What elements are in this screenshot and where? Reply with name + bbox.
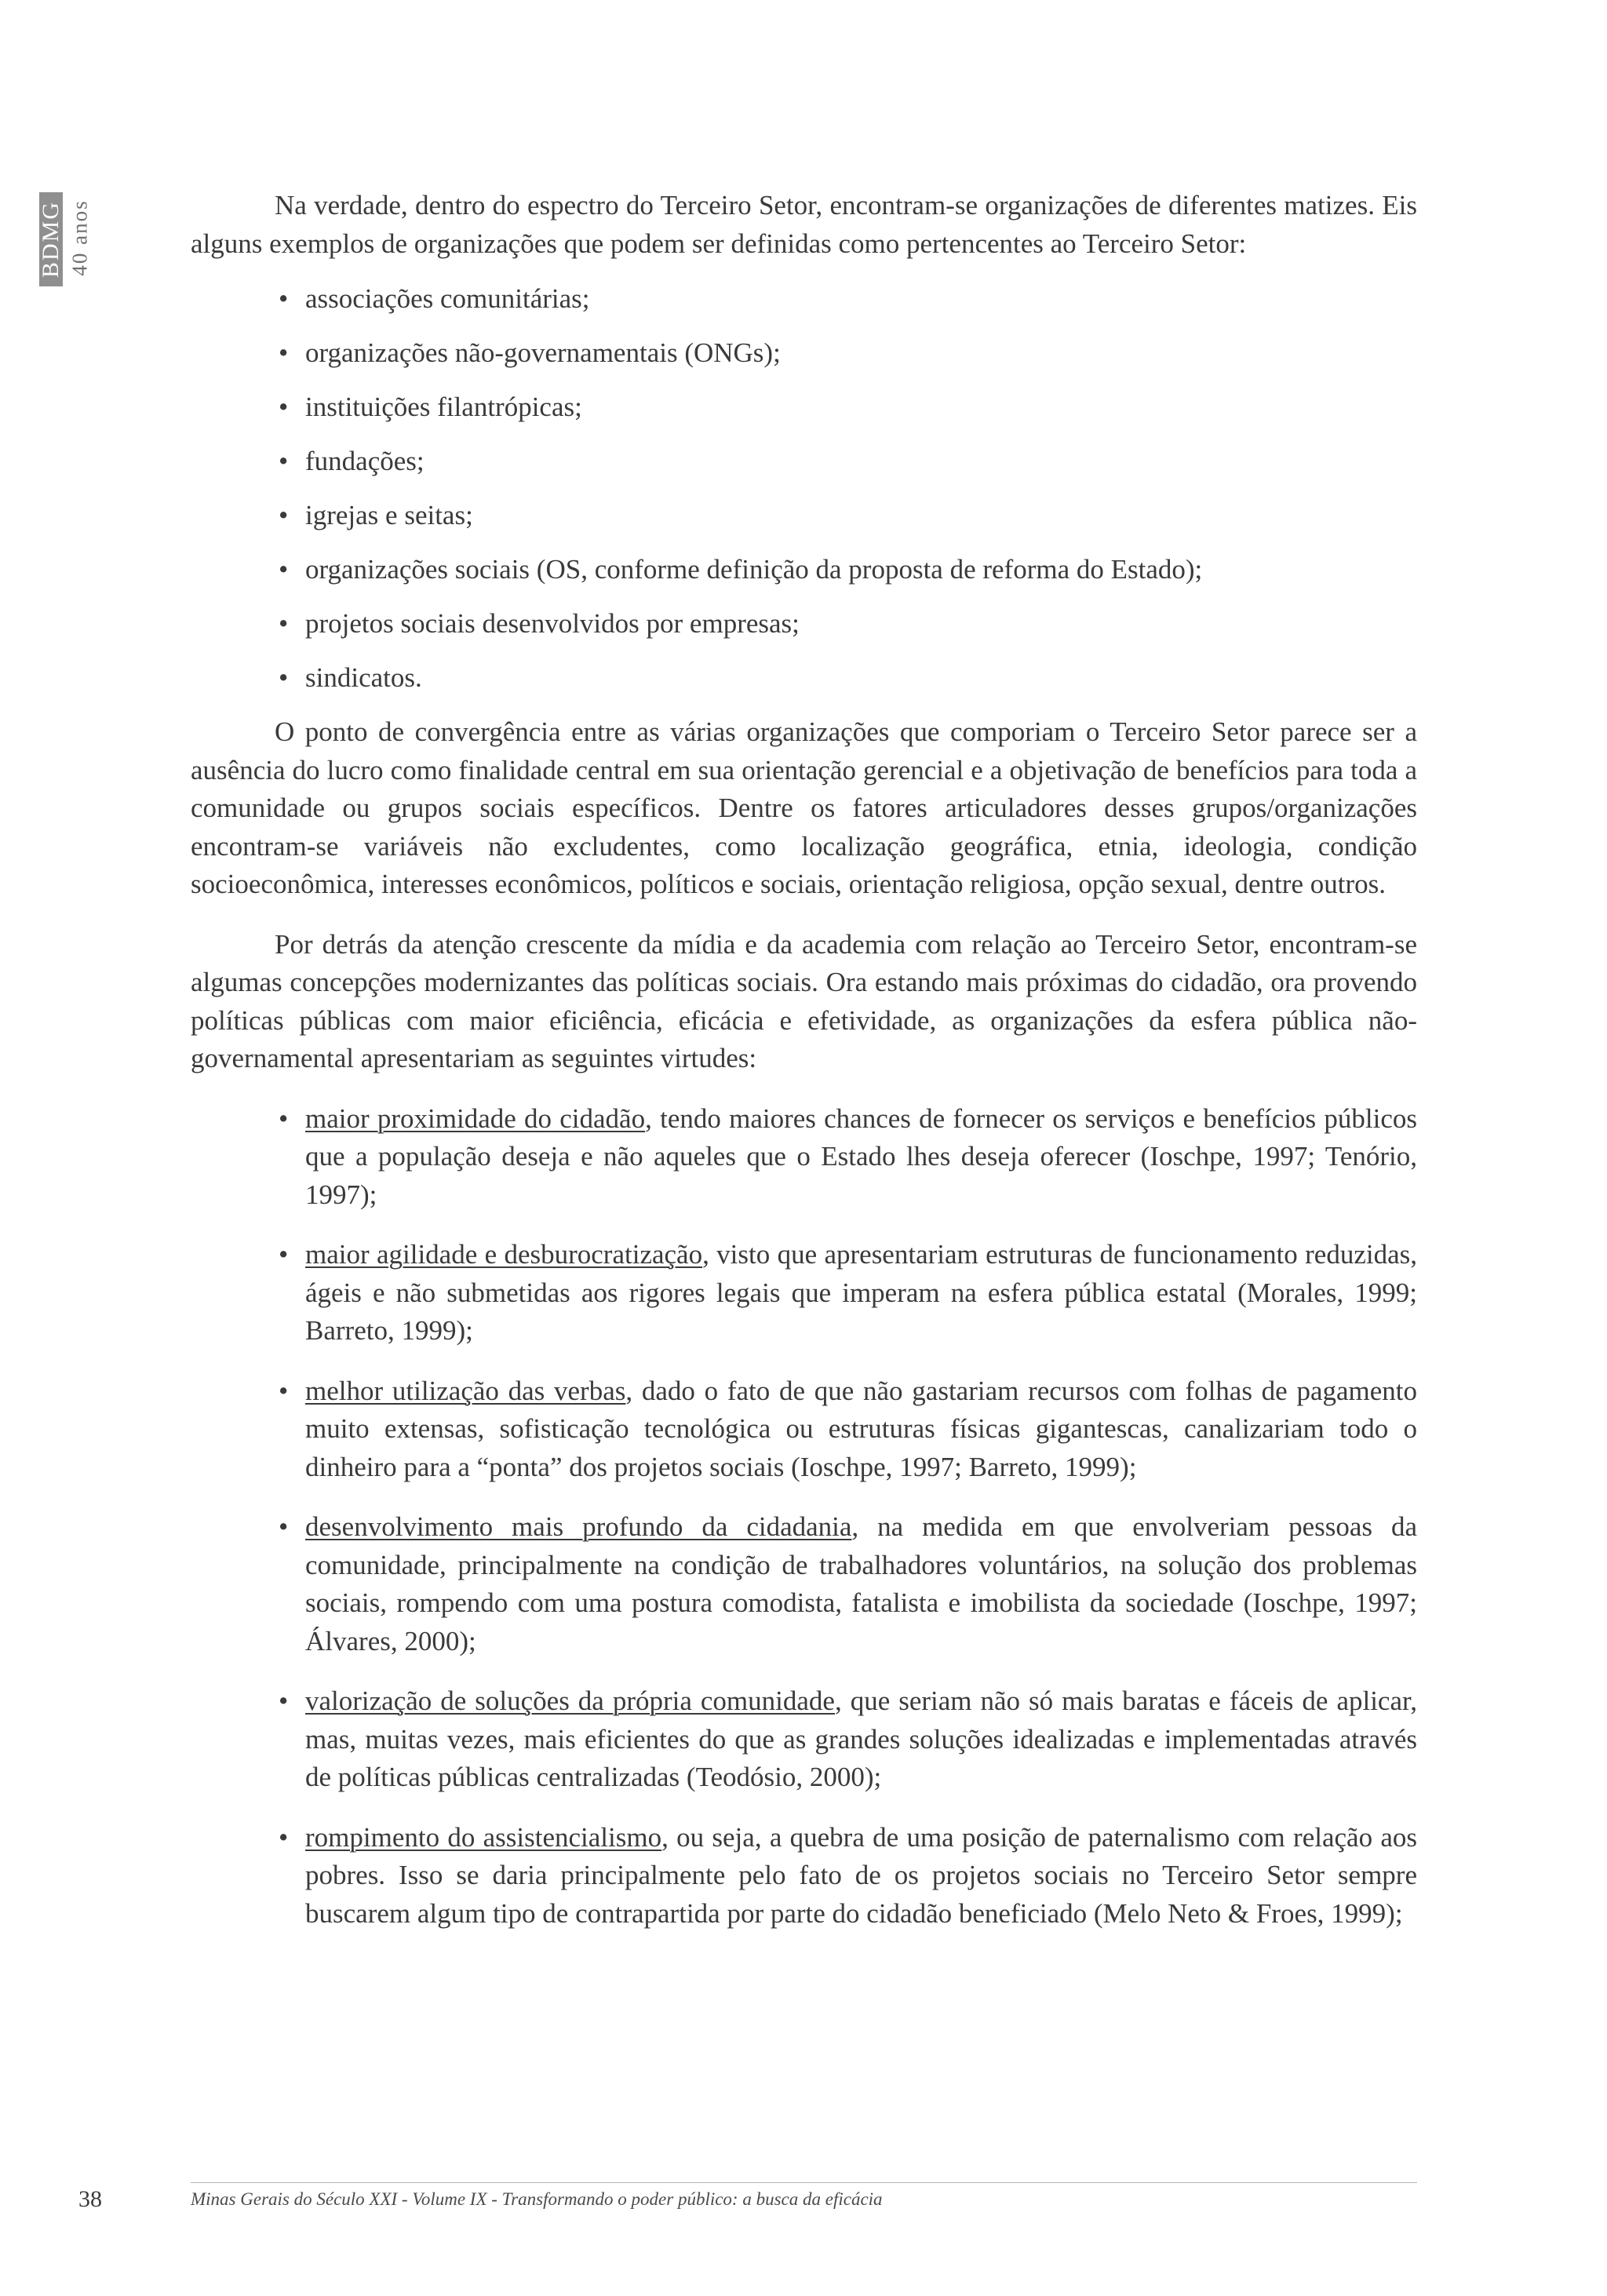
running-title: Minas Gerais do Século XXI - Volume IX - Transformando o poder público: a busca da eficácia: [191, 2189, 883, 2209]
virtue-text: , que seriam não só mais baratas e fáceis de aplicar, mas, muitas vezes, mais eficientes do que as grandes soluções idealizadas e implementadas através de políticas públicas centralizadas (Teodósio, 2000);: [305, 1686, 1417, 1792]
virtue-text: , ou seja, a quebra de uma posição de paternalismo com relação aos pobres. Isso se daria principalmente pelo fato de os projetos sociais no Terceiro Setor sempre buscarem algum tipo de contrapartida por parte do cidadão beneficiado (Melo Neto & Froes, 1999);: [305, 1821, 1418, 1929]
list-item: • projetos sociais desenvolvidos por empresas;: [305, 605, 1417, 643]
side-tab-box: [39, 192, 63, 286]
virtue-term: maior proximidade do cidadão: [305, 1102, 646, 1134]
page-body: [191, 187, 1417, 1955]
list-item: • sindicatos.: [305, 659, 1417, 698]
list-item: • associações comunitárias;: [305, 280, 1417, 319]
list-item: • organizações sociais (OS, conforme definição da proposta de reforma do Estado);: [305, 551, 1417, 589]
virtue-item: [279, 1819, 1418, 1933]
list-item: • organizações não-governamentais (ONGs);: [305, 334, 1417, 373]
virtue-item: [279, 1372, 1417, 1487]
virtue-text: , na medida em que envolveriam pessoas da comunidade, principalmente na condição de trabalhadores voluntários, na solução dos problemas sociais, rompendo com uma postura comodista, fatalista e imobilista da sociedade (Ioschpe, 1997; Álvares, 2000);: [305, 1511, 1417, 1656]
virtue-term: valorização de soluções da própria comunidade: [305, 1686, 835, 1716]
list-item: • instituições filantrópicas;: [305, 388, 1417, 427]
intro-paragraph: Na verdade, dentro do espectro do Terceiro Setor, encontram-se organizações de diferentes matizes. Eis alguns exemplos de organizações que podem ser definidas como pertencentes ao Terceiro Setor:: [191, 190, 1417, 259]
bullet-icon: •: [279, 1511, 289, 1542]
convergence-paragraph: O ponto de convergência entre as várias organizações que comporiam o Terceiro Setor parece ser a ausência do lucro como finalidade central em sua orientação gerencial e a objetivação de benefícios para toda a comunidade ou grupos sociais específicos. Dentre os fatores articuladores desses grupos/organizações encontram-se variáveis não excludentes, como localização geográfica, etnia, ideologia, condição socioeconômica, interesses econômicos, políticos e sociais, orientação religiosa, opção sexual, dentre outros.: [191, 716, 1417, 899]
bullet-icon: •: [279, 337, 289, 368]
bullet-icon: •: [279, 446, 289, 476]
bullet-icon: •: [279, 554, 289, 585]
virtue-text: , visto que apresentariam estruturas de funcionamento reduzidas, ágeis e não submetidas aos rigores legais que imperam na esfera pública estatal (Morales, 1999; Barreto, 1999);: [305, 1239, 1417, 1346]
virtues-list: [191, 1100, 1417, 1933]
bullet-icon: •: [279, 662, 289, 693]
list-item: • fundações;: [305, 443, 1417, 481]
virtue-term: desenvolvimento mais profundo da cidadania: [305, 1511, 852, 1542]
footer-divider: [191, 2182, 1417, 2183]
examples-list: [191, 280, 1417, 698]
virtue-term: rompimento do assistencialismo: [305, 1821, 662, 1853]
virtue-item: [279, 1682, 1417, 1797]
bullet-icon: •: [279, 283, 289, 314]
virtue-item: [279, 1100, 1417, 1215]
virtue-text: , tendo maiores chances de fornecer os serviços e benefícios públicos que a população deseja e não aqueles que o Estado lhes deseja oferecer (Ioschpe, 1997; Tenório, 1997);: [305, 1102, 1417, 1210]
virtue-term: melhor utilização das verbas: [305, 1375, 626, 1406]
bullet-icon: •: [279, 1821, 289, 1853]
bullet-icon: •: [279, 1102, 289, 1134]
side-tab-bdmg: BDMG: [38, 200, 64, 279]
virtue-item: [279, 1236, 1417, 1350]
virtue-item: [279, 1508, 1417, 1660]
virtue-term: maior agilidade e desburocratização: [305, 1239, 703, 1270]
list-item: • igrejas e seitas;: [305, 497, 1417, 535]
bullet-icon: •: [279, 1375, 289, 1406]
bullet-icon: •: [279, 500, 289, 530]
side-tab-anos: 40 anos: [67, 199, 92, 276]
bullet-icon: •: [279, 1686, 289, 1716]
virtue-text: , dado o fato de que não gastariam recursos com folhas de pagamento muito extensas, sofisticação tecnológica ou estruturas físicas gigantescas, canalizariam todo o dinheiro para a “ponta” dos projetos sociais (Ioschpe, 1997; Barreto, 1999);: [305, 1375, 1417, 1482]
side-tab: [38, 192, 92, 286]
page-number: 38: [78, 2186, 102, 2212]
bullet-icon: •: [279, 608, 289, 639]
bullet-icon: •: [279, 1239, 289, 1270]
virtues-intro-paragraph: Por detrás da atenção crescente da mídia e da academia com relação ao Terceiro Setor, encontram-se algumas concepções modernizantes das políticas sociais. Ora estando mais próximas do cidadão, ora provendo políticas públicas com maior eficiência, eficácia e efetividade, as organizações da esfera pública não-governamental apresentariam as seguintes virtudes:: [191, 928, 1417, 1073]
bullet-icon: •: [279, 392, 289, 422]
